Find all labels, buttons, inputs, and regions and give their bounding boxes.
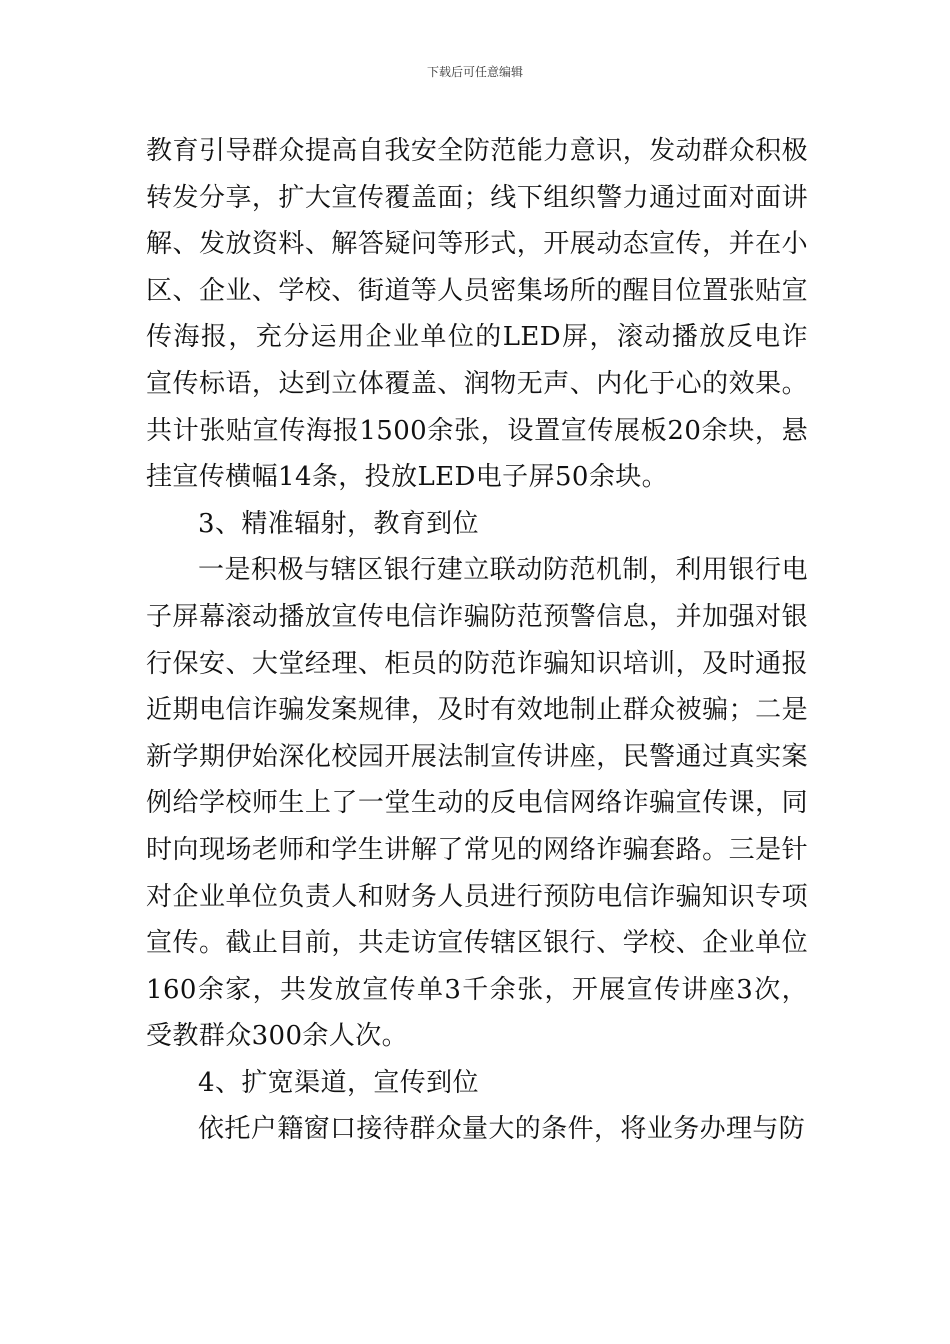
document-body — [146, 128, 808, 1153]
section-heading-3: 3、精准辐射，教育到位 — [198, 508, 479, 539]
paragraph-channels: 依托户籍窗口接待群众量大的条件，将业务办理与防 — [198, 1114, 806, 1145]
page-header: 下载后可任意编辑 — [426, 65, 523, 79]
paragraph-education: 一是积极与辖区银行建立联动防范机制，利用银行电子屏幕滚动播放宣传电信诈骗防范预警信息，并加强对银行保安、大堂经理、柜员的防范诈骗知识培训，及时通报近期电信诈骗发案规律，及时有效地制止群众被骗；二是新学期伊始深化校园开展法制宣传讲座，民警通过真实案例给学校师生上了一堂生动的反电信网络诈骗宣传课，同时向现场老师和学生讲解了常见的网络诈骗套路。三是针对企业单位负责人和财务人员进行预防电信诈骗知识专项宣传。截止目前，共走访宣传辖区银行、学校、企业单位160余家，共发放宣传单3千余张，开展宣传讲座3次，受教群众300余人次。 — [146, 555, 808, 1052]
section-heading-4: 4、扩宽渠道，宣传到位 — [198, 1067, 479, 1098]
paragraph-publicity-continued: 教育引导群众提高自我安全防范能力意识，发动群众积极转发分享，扩大宣传覆盖面；线下组织警力通过面对面讲解、发放资料、解答疑问等形式，开展动态宣传，并在小区、企业、学校、街道等人员密集场所的醒目位置张贴宣传海报，充分运用企业单位的LED屏，滚动播放反电诈宣传标语，达到立体覆盖、润物无声、内化于心的效果。共计张贴宣传海报1500余张，设置宣传展板20余块，悬挂宣传横幅14条，投放LED电子屏50余块。 — [146, 136, 808, 493]
